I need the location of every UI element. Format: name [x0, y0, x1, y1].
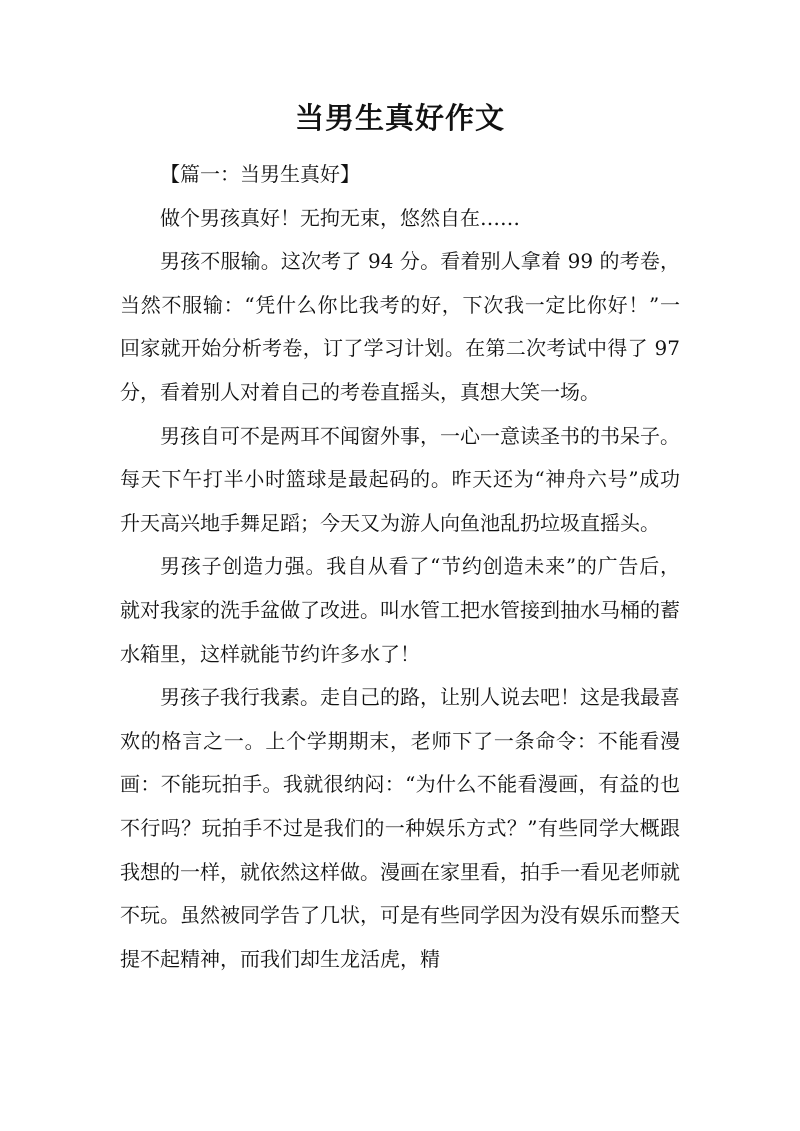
document-title: 当男生真好作文	[294, 101, 505, 135]
paragraph-5: 男孩子我行我素。走自己的路，让别人说去吧！这是我最喜欢的格言之一。上个学期期末，老师下了一条命令：不能看漫画：不能玩拍手。我就很纳闷：“为什么不能看漫画，有益的也不行吗？玩拍手不过是我们的一种娱乐方式？”有些同学大概跟我想的一样，就依然这样做。漫画在家里看，拍手一看见老师就不玩。虽然被同学告了几状，可是有些同学因为没有娱乐而整天提不起精神，而我们却生龙活虎，精	[120, 685, 680, 971]
paragraph-1: 做个男孩真好！无拘无束，悠然自在……	[160, 205, 520, 230]
document-body	[120, 153, 680, 981]
paragraph-3: 男孩自可不是两耳不闻窗外事，一心一意读圣书的书呆子。每天下午打半小时篮球是最起码的。昨天还为“神舟六号”成功升天高兴地手舞足蹈；今天又为游人向鱼池乱扔垃圾直摇头。	[120, 423, 680, 535]
paragraph-4: 男孩子创造力强。我自从看了“节约创造未来”的广告后，就对我家的洗手盆做了改进。叫水管工把水管接到抽水马桶的蓄水箱里，这样就能节约许多水了！	[120, 554, 680, 666]
paragraph-2: 男孩不服输。这次考了 94 分。看着别人拿着 99 的考卷，当然不服输：“凭什么你比我考的好，下次我一定比你好！”一回家就开始分析考卷，订了学习计划。在第二次考试中得了 97 分，看着别人对着自己的考卷直摇头，真想大笑一场。	[120, 249, 680, 404]
section-heading: 【篇一：当男生真好】	[160, 162, 360, 186]
